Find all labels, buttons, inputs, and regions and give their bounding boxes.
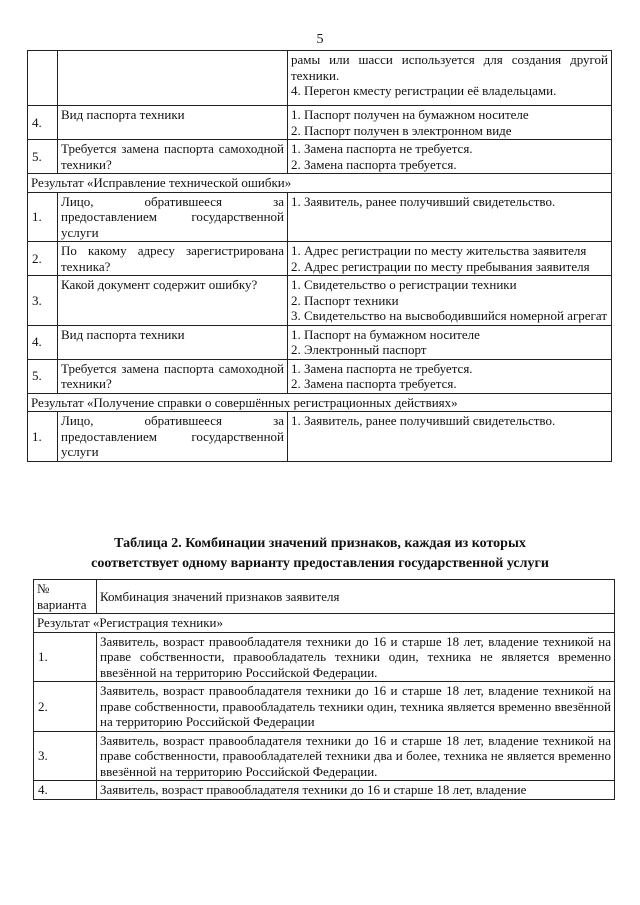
rows-group-registration (28, 106, 612, 174)
question-cell: Какой документ содержит ошибку? (58, 276, 288, 326)
variant-number: 4. (34, 781, 97, 800)
option-text: 2. Паспорт получен в электронном виде (291, 122, 512, 138)
result-row (28, 393, 612, 412)
table-row (34, 682, 615, 732)
option-text: техники. (291, 67, 340, 83)
variants-table (33, 579, 615, 800)
table-header-row (34, 580, 615, 614)
question-cell: Требуется замена паспорта самоходной техники? (58, 140, 288, 174)
option-text: 1. Заявитель, ранее получивший свидетельство. (291, 413, 556, 428)
option-text: 1. Адрес регистрации по месту жительства заявителя (291, 243, 587, 258)
option-text: 1. Свидетельство о регистрации техники (291, 277, 517, 292)
option-text: 1. Паспорт на бумажном носителе (291, 326, 480, 342)
question-cell: Вид паспорта техники (58, 325, 288, 359)
row-number: 5. (28, 140, 58, 174)
table-row (28, 140, 612, 174)
row-number: 2. (28, 242, 58, 276)
options-cell (288, 359, 612, 393)
table-row (28, 192, 612, 242)
table-row (28, 325, 612, 359)
table-row (28, 51, 612, 106)
table-row (28, 412, 612, 462)
question-cell: Вид паспорта техники (58, 106, 288, 140)
result-row (28, 174, 612, 193)
result-row (34, 614, 615, 633)
table-row (28, 242, 612, 276)
num-cell (28, 51, 58, 106)
table-row (34, 632, 615, 682)
table-row (28, 106, 612, 140)
table-row (28, 359, 612, 393)
page-number: 5 (316, 32, 324, 47)
option-text: 4. Перегон кместу регистрации её владельцами. (291, 83, 557, 98)
question-cell: По какому адресу зарегистрирована техника? (58, 242, 288, 276)
criteria-table (27, 50, 612, 462)
header-combo: Комбинация значений признаков заявителя (97, 580, 615, 614)
option-text: 2. Паспорт техники (291, 292, 399, 308)
options-cell (288, 51, 612, 106)
caption-line: Таблица 2. Комбинации значений признаков, каждая из которых (114, 536, 526, 551)
variant-number: 2. (34, 682, 97, 732)
row-number: 3. (28, 276, 58, 326)
option-text: 2. Электронный паспорт (291, 342, 427, 357)
table2-caption (0, 534, 640, 574)
table-row (28, 276, 612, 326)
option-text: 2. Замена паспорта требуется. (291, 376, 457, 391)
variant-number: 1. (34, 632, 97, 682)
option-text: 1. Замена паспорта не требуется. (291, 360, 473, 376)
variant-combination: Заявитель, возраст правообладателя техники до 16 и старше 18 лет, владение техникой на праве собственности, правообладатель техники один, техника является временно ввезённой на территорию Российской Федерации (97, 682, 615, 732)
result-label: Результат «Регистрация техники» (34, 614, 615, 633)
row-number: 4. (28, 106, 58, 140)
row-number: 4. (28, 325, 58, 359)
option-text: 3. Свидетельство на высвободившийся номерной агрегат (291, 308, 607, 323)
option-text: 1. Замена паспорта не требуется. (291, 141, 473, 156)
variant-combination: Заявитель, возраст правообладателя техники до 16 и старше 18 лет, владение техникой на праве собственности, правообладателей техники два и более, техника не является временно ввезённой на территорию Российской Федерации. (97, 731, 615, 781)
result-label: Результат «Исправление технической ошибки» (28, 174, 612, 193)
question-cell: Требуется замена паспорта самоходной техники? (58, 359, 288, 393)
options-cell (288, 106, 612, 140)
row-number: 1. (28, 192, 58, 242)
options-cell (288, 242, 612, 276)
option-text: 1. Заявитель, ранее получивший свидетельство. (291, 193, 556, 209)
variant-combination: Заявитель, возраст правообладателя техники до 16 и старше 18 лет, владение техникой на праве собственности, правообладатель техники один, техника не является временно ввезённой на территорию Российской Федерации. (97, 632, 615, 682)
variant-combination: Заявитель, возраст правообладателя техники до 16 и старше 18 лет, владение (97, 781, 615, 800)
row-number: 5. (28, 359, 58, 393)
options-cell (288, 192, 612, 242)
options-cell (288, 276, 612, 326)
option-text: 1. Паспорт получен на бумажном носителе (291, 107, 529, 122)
rows-group-certificate (28, 412, 612, 462)
question-cell (58, 51, 288, 106)
header-num: № варианта (34, 580, 97, 614)
variant-number: 3. (34, 731, 97, 781)
rows-group-correction (28, 192, 612, 393)
caption-line: соответствует одному варианту предоставления государственной услуги (91, 556, 549, 571)
options-cell (288, 140, 612, 174)
option-text: 2. Замена паспорта требуется. (291, 156, 457, 172)
options-cell (288, 412, 612, 462)
option-text: рамы или шасси используется для создания другой (291, 52, 608, 67)
variant-rows (34, 632, 615, 799)
row-number: 1. (28, 412, 58, 462)
option-text: 2. Адрес регистрации по месту пребывания заявителя (291, 258, 590, 274)
question-cell: Лицо, обратившееся за предоставлением государственной услуги (58, 192, 288, 242)
result-label: Результат «Получение справки о совершённых регистрационных действиях» (28, 393, 612, 412)
table-row (34, 781, 615, 800)
table-row (34, 731, 615, 781)
question-cell: Лицо, обратившееся за предоставлением государственной услуги (58, 412, 288, 462)
options-cell (288, 325, 612, 359)
